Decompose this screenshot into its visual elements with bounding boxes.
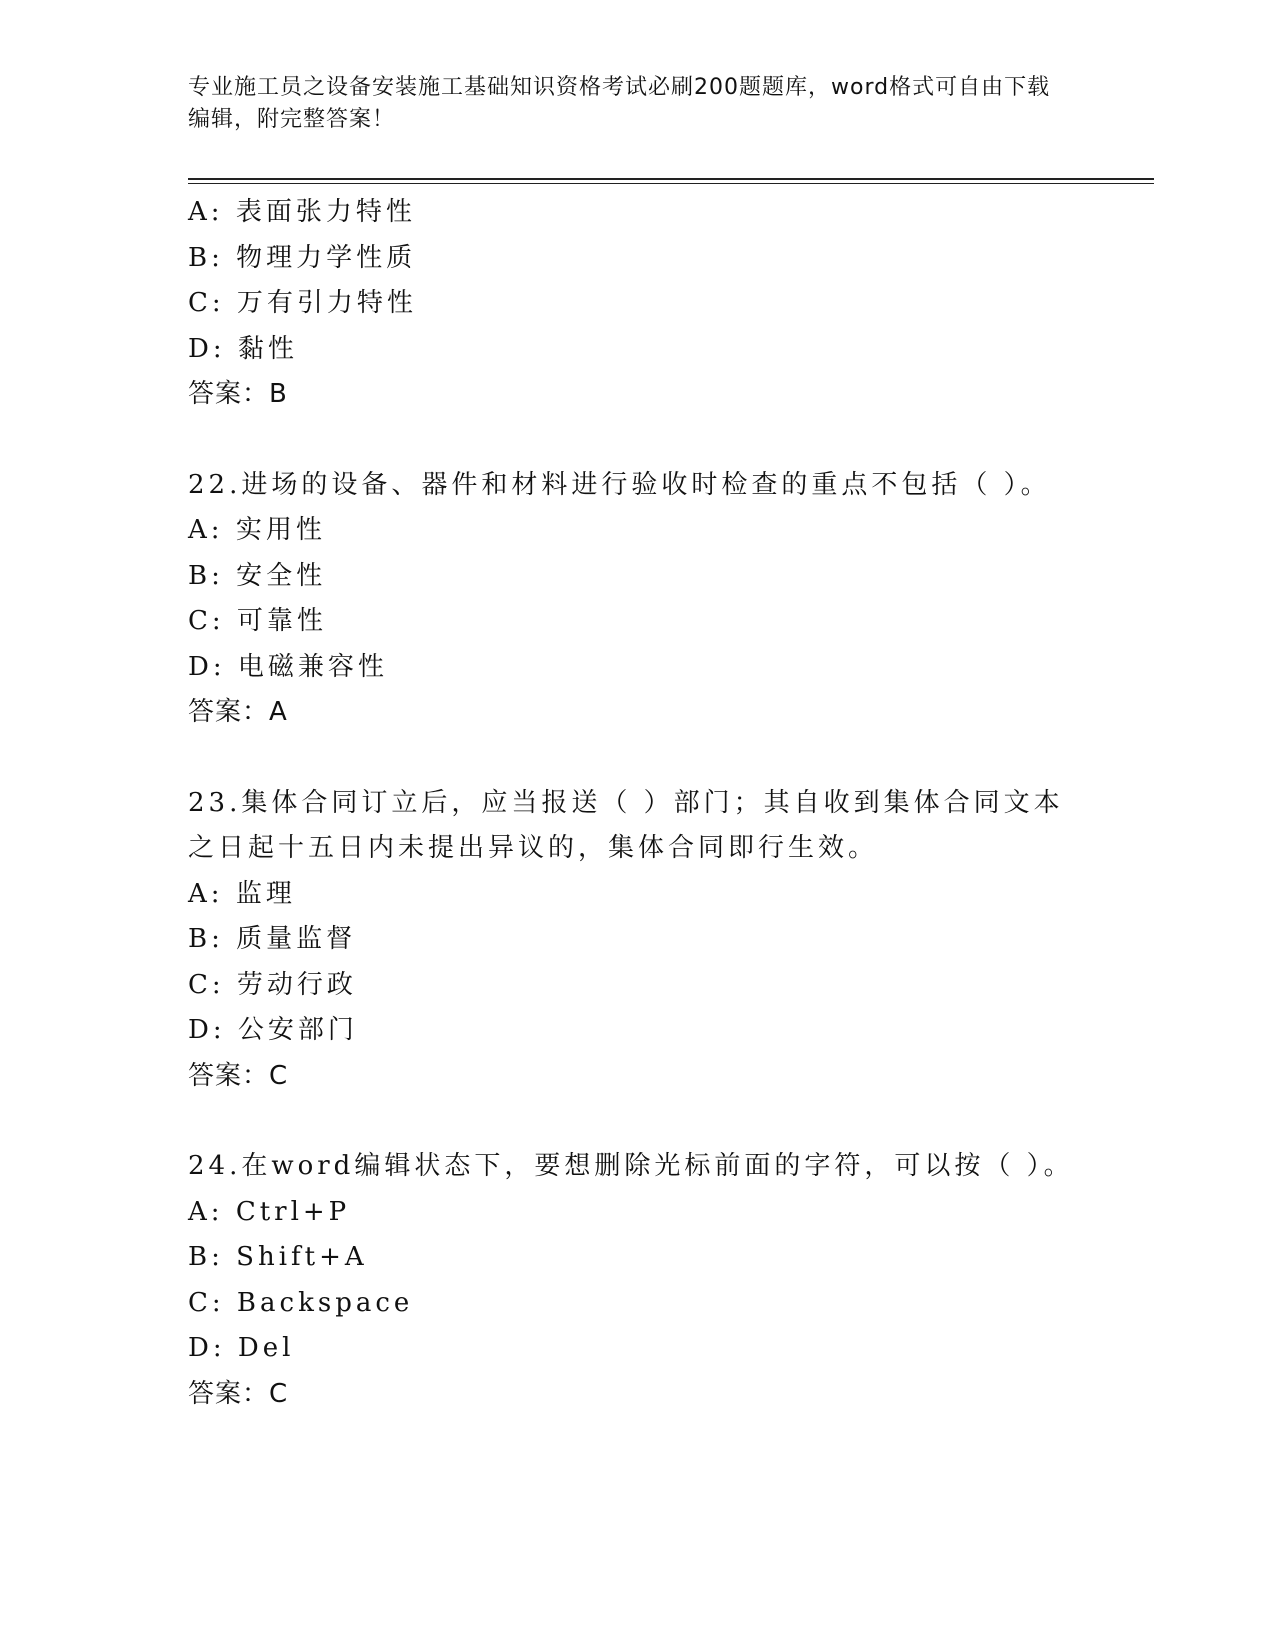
option-b: B: 质量监督 [188, 924, 357, 954]
option-b: B: 安全性 [188, 560, 327, 591]
question-block [188, 463, 1088, 736]
option-a: A: 监理 [188, 878, 296, 909]
question-list [188, 190, 1088, 1417]
option-d: D: 公安部门 [188, 1015, 358, 1045]
option-c: C: 劳动行政 [188, 969, 357, 1000]
answer-line: 答案：C [188, 1060, 289, 1091]
answer-line: 答案：A [188, 697, 288, 727]
header-rule-thick [188, 178, 1154, 180]
page-header: 专业施工员之设备安装施工基础知识资格考试必刷200题题库，word格式可自由下载编辑，附完整答案！ [188, 75, 1051, 132]
question-text: 23.集体合同订立后，应当报送（ ）部门；其自收到集体合同文本之日起十五日内未提出异议的，集体合同即行生效。 [188, 787, 1064, 863]
header-rule-thin [188, 183, 1154, 184]
option-d: D: 黏性 [188, 333, 298, 364]
option-a: A: 实用性 [188, 515, 326, 545]
question-text: 22.进场的设备、器件和材料进行验收时检查的重点不包括（ ）。 [188, 469, 1051, 500]
option-a: A: Ctrl+P [188, 1196, 351, 1227]
option-b: B: Shift+A [188, 1242, 368, 1272]
question-block [188, 1144, 1088, 1417]
option-a: A: 表面张力特性 [188, 197, 416, 227]
option-b: B: 物理力学性质 [188, 242, 417, 273]
option-c: C: Backspace [188, 1287, 414, 1318]
answer-line: 答案：B [188, 379, 288, 409]
question-block [188, 781, 1088, 1100]
option-c: C: 可靠性 [188, 606, 327, 636]
option-d: D: 电磁兼容性 [188, 651, 388, 682]
option-d: D: Del [188, 1333, 295, 1363]
question-text: 24.在word编辑状态下，要想删除光标前面的字符，可以按（ ）。 [188, 1151, 1074, 1181]
question-block [188, 190, 1088, 418]
answer-line: 答案：C [188, 1378, 289, 1409]
option-c: C: 万有引力特性 [188, 288, 417, 318]
